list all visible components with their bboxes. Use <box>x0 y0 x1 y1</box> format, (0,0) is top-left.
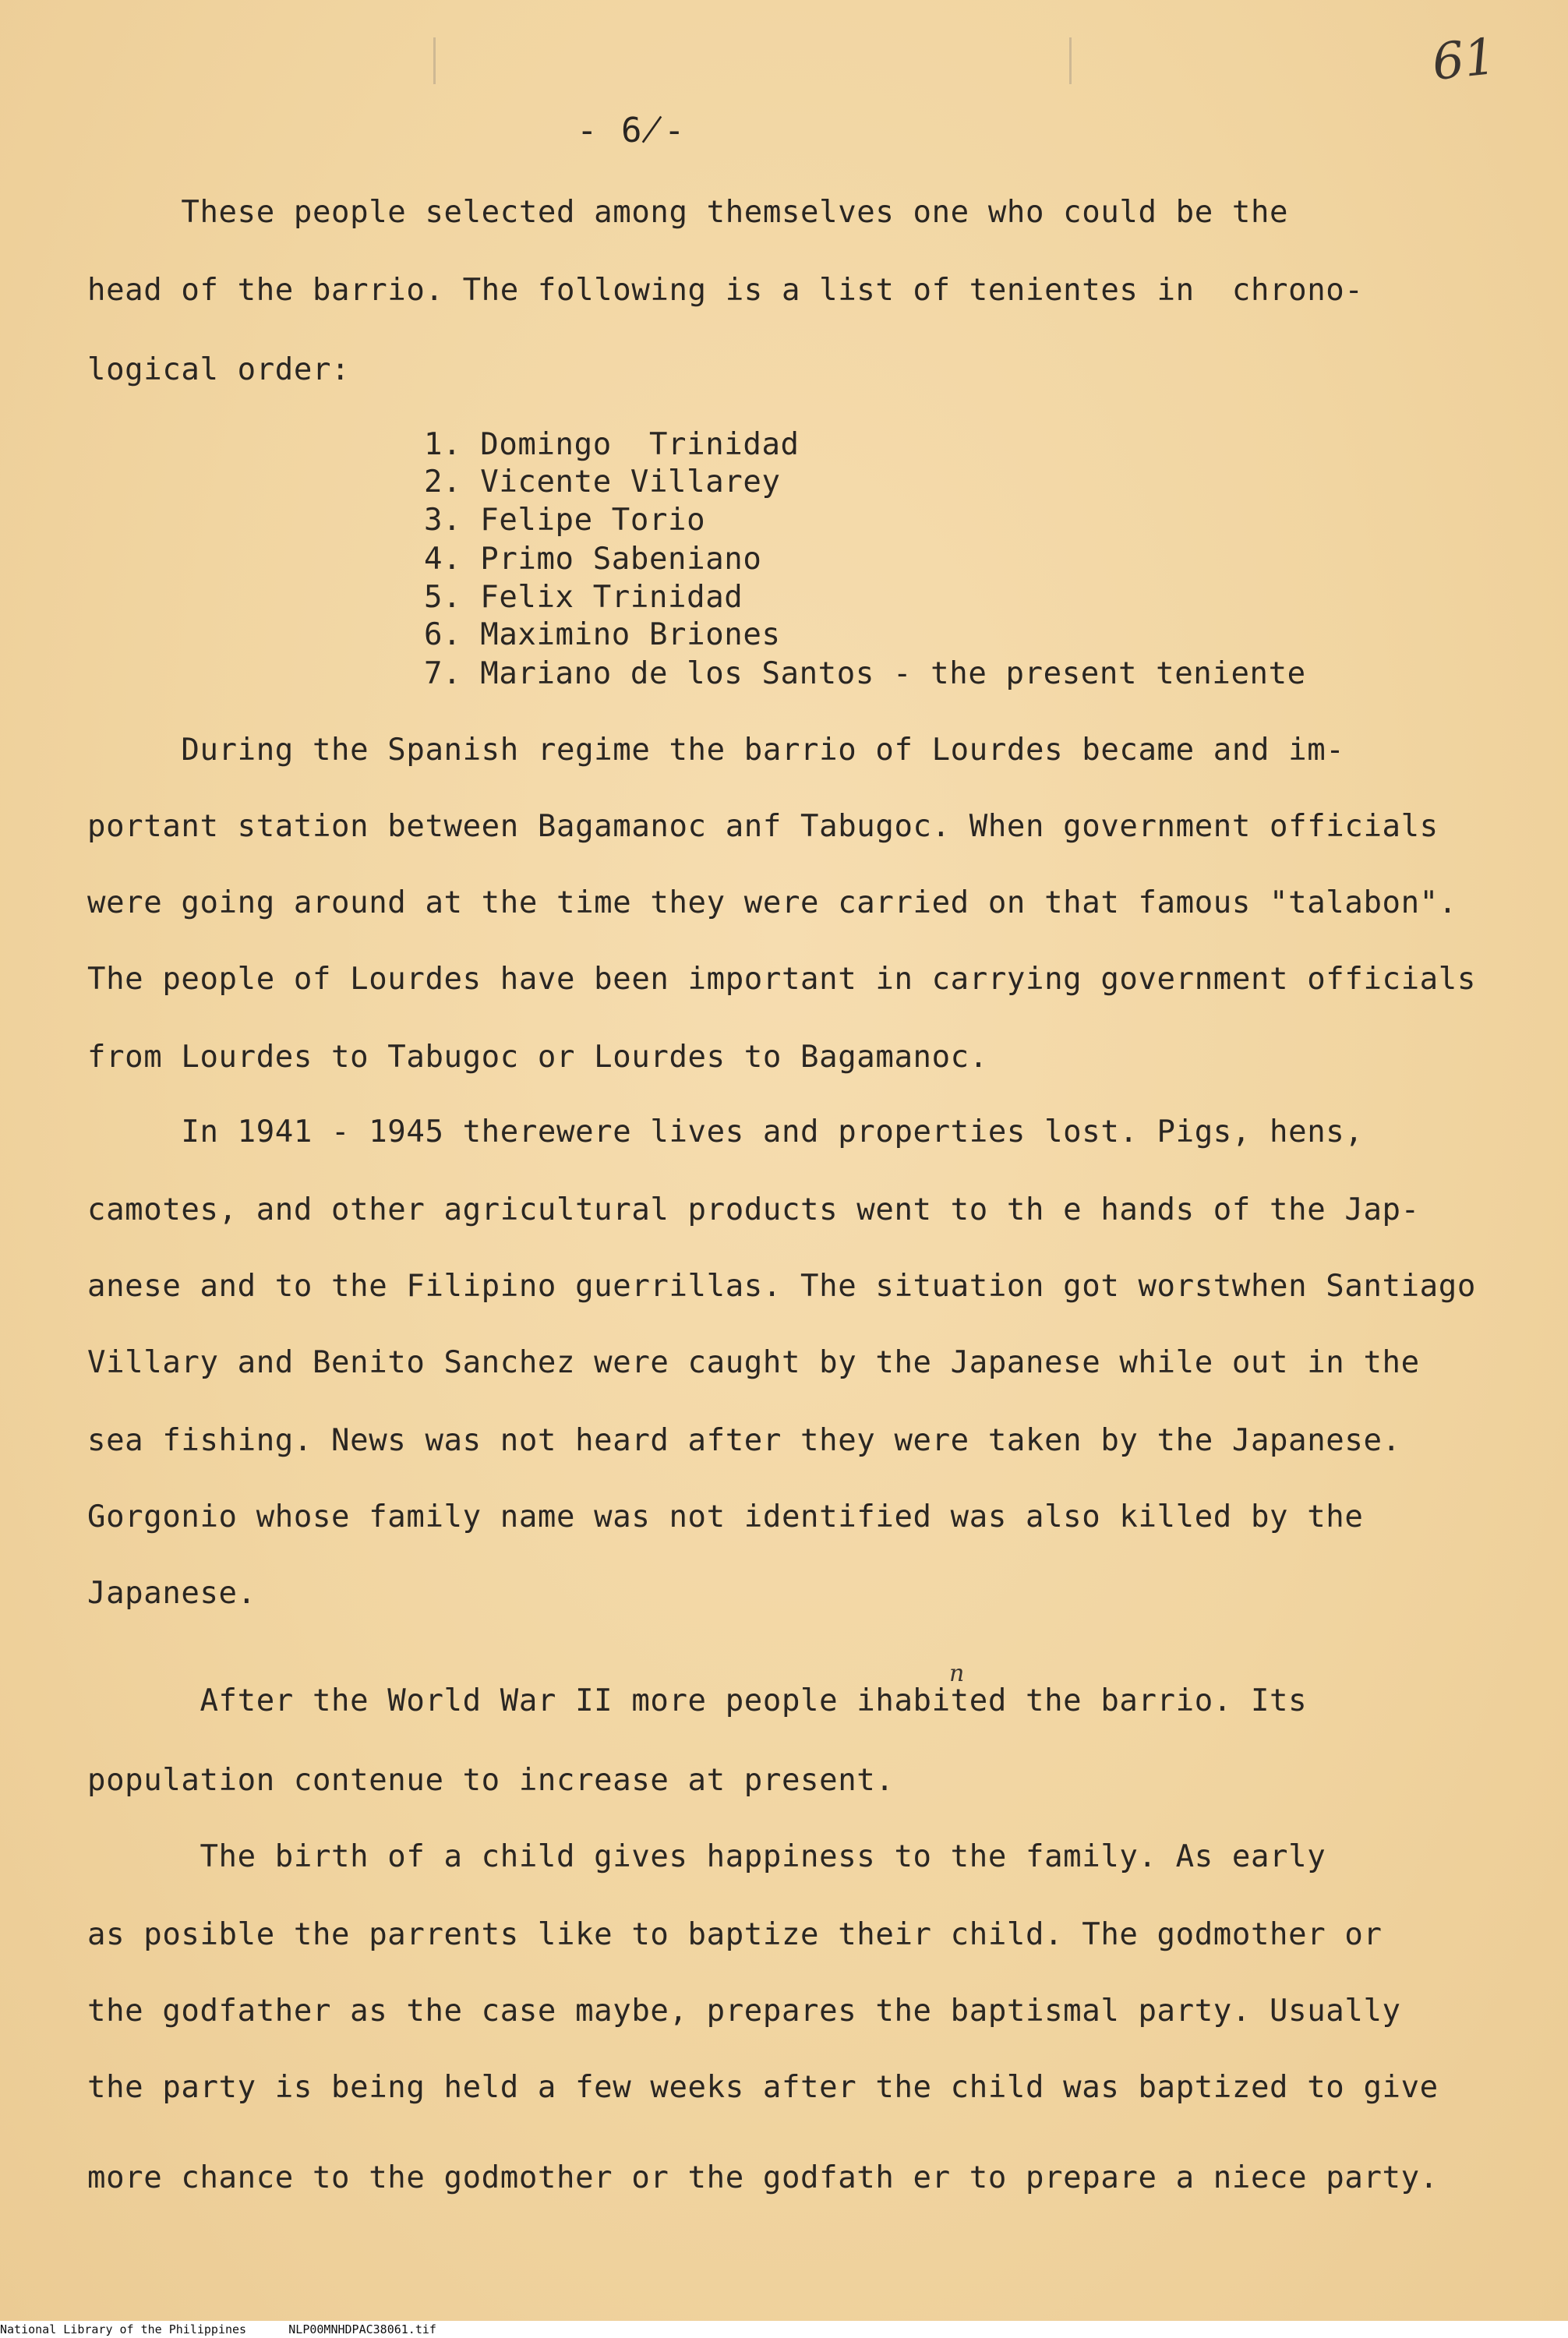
body-line: Villary and Benito Sanchez were caught by the Japanese while out in the <box>87 1345 1420 1380</box>
archive-name: National Library of the Philippines <box>0 2322 247 2336</box>
body-line: logical order: <box>87 352 351 387</box>
body-line: In 1941 - 1945 therewere lives and properties lost. Pigs, hens, <box>87 1114 1364 1150</box>
body-line: During the Spanish regime the barrio of Lourdes became and im- <box>87 733 1345 768</box>
body-line: were going around at the time they were carried on that famous "talabon". <box>87 885 1457 920</box>
body-line: The people of Lourdes have been important in carrying government officials <box>87 962 1476 997</box>
handwritten-page-number: 61 <box>1429 27 1499 93</box>
teniente-list-item: 4. Primo Sabeniano <box>424 542 762 577</box>
body-line: camotes, and other agricultural products went to th e hands of the Jap- <box>87 1192 1420 1227</box>
typed-page-number: - 6̸- <box>577 111 687 150</box>
scan-filename: NLP00MNHDPAC38061.tif <box>288 2322 436 2336</box>
teniente-list-item: 5. Felix Trinidad <box>424 580 743 615</box>
body-line: population contenue to increase at present. <box>87 1763 895 1798</box>
body-line: as posible the parrents like to baptize their child. The godmother or <box>87 1917 1383 1952</box>
teniente-list-item: 6. Maximino Briones <box>424 617 781 652</box>
teniente-list-item: 7. Mariano de los Santos - the present teniente <box>424 656 1306 691</box>
body-line: These people selected among themselves one who could be the <box>87 195 1289 230</box>
teniente-list-item: 1. Domingo Trinidad <box>424 427 800 462</box>
body-line: from Lourdes to Tabugoc or Lourdes to Bagamanoc. <box>87 1040 988 1075</box>
teniente-list-item: 3. Felipe Torio <box>424 503 706 538</box>
scan-mark <box>433 37 436 84</box>
body-line: sea fishing. News was not heard after they were taken by the Japanese. <box>87 1423 1401 1458</box>
body-line: anese and to the Filipino guerrillas. The situation got worstwhen Santiago <box>87 1269 1476 1304</box>
body-line: Gorgonio whose family name was not identified was also killed by the <box>87 1499 1364 1535</box>
body-line: head of the barrio. The following is a list of tenientes in chrono- <box>87 273 1364 308</box>
teniente-list-item: 2. Vicente Villarey <box>424 464 781 500</box>
handwritten-insertion: n <box>949 1660 965 1687</box>
body-line: portant station between Bagamanoc anf Tabugoc. When government officials <box>87 809 1439 844</box>
body-line: After the World War II more people ihabited the barrio. Its <box>87 1683 1308 1718</box>
body-line: The birth of a child gives happiness to the family. As early <box>87 1839 1326 1874</box>
body-line: more chance to the godmother or the godfath er to prepare a niece party. <box>87 2160 1439 2195</box>
scan-mark <box>1069 37 1072 84</box>
body-line: Japanese. <box>87 1576 256 1611</box>
scan-footer <box>0 2321 1568 2338</box>
body-line: the godfather as the case maybe, prepares the baptismal party. Usually <box>87 1994 1401 2029</box>
body-line: the party is being held a few weeks after the child was baptized to give <box>87 2070 1439 2105</box>
